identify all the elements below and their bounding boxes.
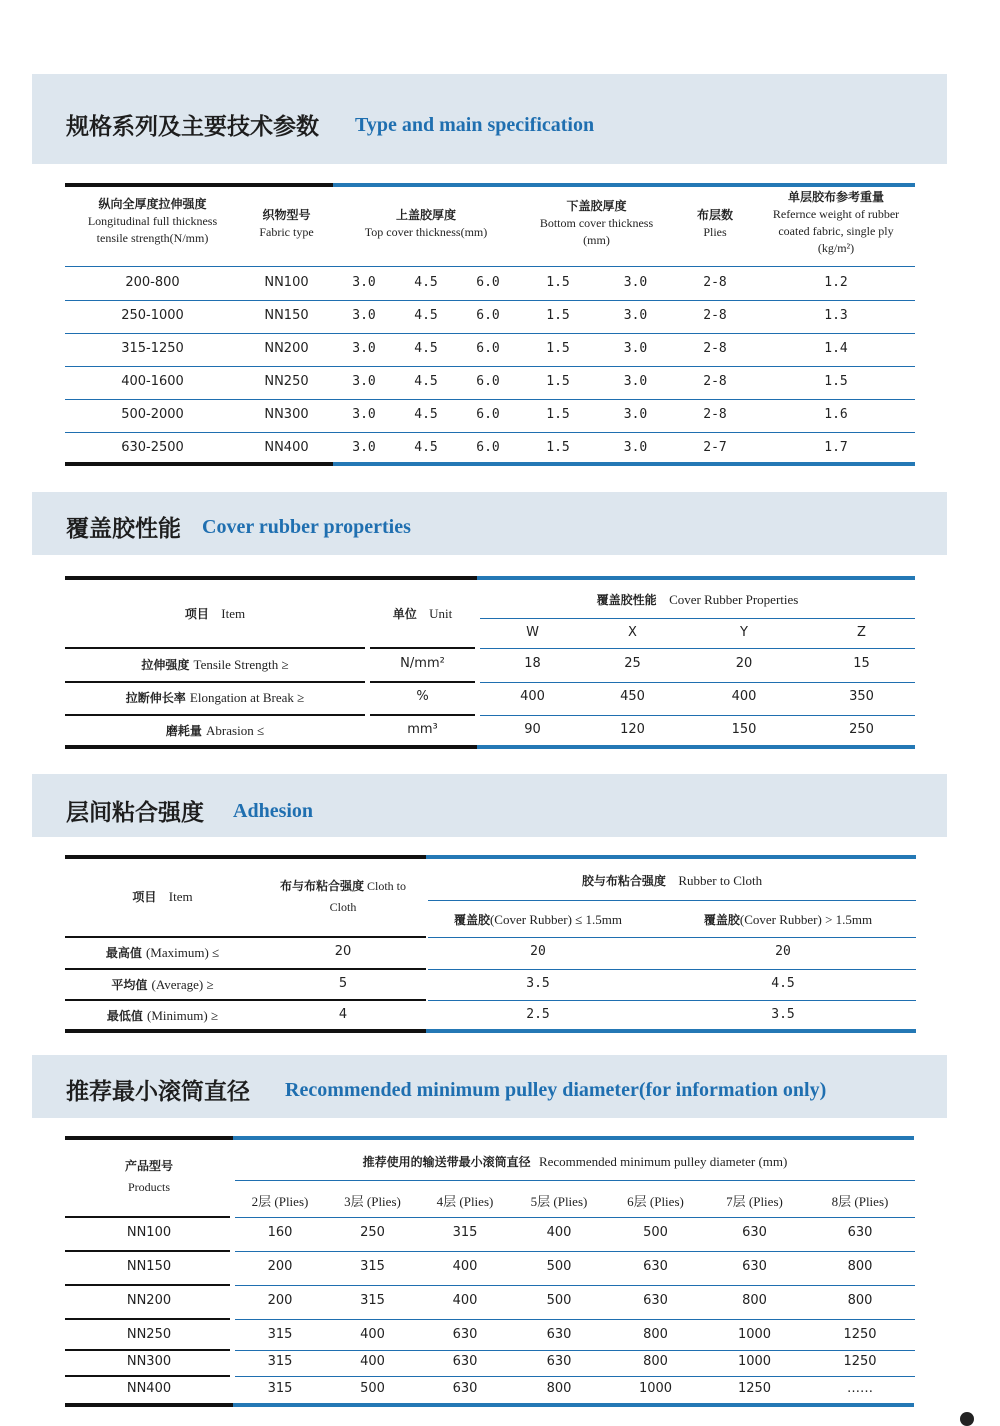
table-cell: 3.5 bbox=[771, 1007, 795, 1022]
table-cell: 1000 bbox=[737, 1354, 772, 1369]
table-cell: NN100 bbox=[126, 1225, 172, 1240]
section-title-zh: 推荐最小滚筒直径 bbox=[66, 1079, 250, 1105]
table-cell: 4.5 bbox=[414, 275, 438, 290]
section-title-en: Adhesion bbox=[233, 800, 314, 822]
table-cell: 800 bbox=[643, 1354, 668, 1369]
row-divider bbox=[65, 300, 915, 301]
table-top-rule bbox=[477, 576, 915, 580]
table-cell: 4.5 bbox=[771, 976, 795, 991]
table-cell: 315-1250 bbox=[121, 341, 184, 356]
table-cell: 400 bbox=[731, 689, 757, 704]
table-cell: 25 bbox=[624, 656, 641, 671]
row-divider bbox=[65, 432, 915, 433]
table-cell: 4 bbox=[338, 1007, 348, 1022]
table-cell: 400 bbox=[360, 1354, 385, 1369]
table-cell: 1.7 bbox=[824, 440, 848, 455]
table-cell: 3.0 bbox=[352, 440, 376, 455]
table-cell: 3.0 bbox=[352, 407, 376, 422]
table-cell: 2-8 bbox=[703, 308, 727, 323]
row-divider bbox=[65, 333, 915, 334]
table-cell: 4.5 bbox=[414, 308, 438, 323]
table-cell: 20 bbox=[530, 944, 546, 959]
header-divider bbox=[480, 618, 915, 619]
row-divider bbox=[235, 1217, 915, 1218]
table-top-rule bbox=[65, 183, 333, 187]
row-divider bbox=[65, 1375, 230, 1377]
table-cell: 3.0 bbox=[623, 275, 648, 290]
table-cell: 3.0 bbox=[623, 374, 648, 389]
table-cell: 400 bbox=[452, 1293, 478, 1308]
row-divider bbox=[480, 648, 915, 649]
row-divider bbox=[65, 681, 365, 683]
table-cell: 500 bbox=[643, 1225, 668, 1240]
section-band-spec bbox=[32, 74, 947, 164]
table-cell: 3.0 bbox=[623, 407, 648, 422]
row-divider bbox=[65, 647, 365, 649]
table-cell: 500 bbox=[360, 1381, 385, 1396]
table-cell: 2-8 bbox=[703, 407, 727, 422]
header-cloth-to-cloth: 布与布粘合强度 Cloth to Cloth bbox=[279, 879, 407, 914]
row-divider bbox=[370, 714, 475, 716]
table-cell: 315 bbox=[267, 1381, 293, 1396]
table-cell: 630 bbox=[643, 1293, 668, 1308]
section-band-adhesion bbox=[32, 774, 947, 837]
table-cell: 500-2000 bbox=[121, 407, 184, 422]
table-cell: 1000 bbox=[638, 1381, 673, 1396]
table-cell: 630 bbox=[847, 1225, 873, 1240]
table-cell: NN150 bbox=[264, 308, 309, 323]
row-divider bbox=[65, 1349, 230, 1351]
table-cell: 3.0 bbox=[352, 341, 376, 356]
table-cell: 160 bbox=[267, 1225, 293, 1240]
row-divider bbox=[370, 647, 475, 649]
table-bottom-rule bbox=[477, 745, 915, 749]
table-cell: 3.0 bbox=[623, 341, 648, 356]
table-cell: 800 bbox=[847, 1293, 873, 1308]
row-divider bbox=[235, 1285, 915, 1286]
table-cell: 200 bbox=[267, 1293, 293, 1308]
header-top-cover: 上盖胶厚度 Top cover thickness(mm) bbox=[364, 208, 488, 239]
row-divider bbox=[65, 1318, 230, 1320]
table-cell: 1250 bbox=[737, 1381, 772, 1396]
table-cell: 90 bbox=[524, 722, 541, 737]
table-cell: 3.0 bbox=[352, 275, 376, 290]
table-cell: NN300 bbox=[264, 407, 309, 422]
property-label: 拉伸强度 Tensile Strength ≥ bbox=[141, 657, 289, 672]
table-bottom-rule bbox=[65, 1403, 233, 1407]
row-divider bbox=[480, 682, 915, 683]
row-divider bbox=[65, 999, 426, 1001]
table-cell: 2-8 bbox=[703, 275, 727, 290]
row-divider bbox=[65, 714, 365, 716]
table-bottom-rule bbox=[65, 745, 477, 749]
table-cell: NN200 bbox=[126, 1293, 172, 1308]
table-cell: 400-1600 bbox=[121, 374, 184, 389]
row-divider bbox=[428, 937, 916, 938]
table-cell: 400 bbox=[520, 689, 545, 704]
plies-header: 7层 (Plies) bbox=[726, 1194, 783, 1209]
plies-header: 4层 (Plies) bbox=[436, 1194, 494, 1209]
table-cell: 630 bbox=[452, 1381, 478, 1396]
table-cell: …… bbox=[847, 1381, 873, 1396]
subheader-thin-cover: 覆盖胶(Cover Rubber) ≤ 1.5mm bbox=[453, 912, 623, 927]
table-cell: 1.4 bbox=[824, 341, 848, 356]
table-top-rule bbox=[333, 183, 915, 187]
row-divider bbox=[65, 366, 915, 367]
table-cell: 400 bbox=[452, 1259, 478, 1274]
table-cell: 400 bbox=[360, 1327, 385, 1342]
table-cell: 250-1000 bbox=[121, 308, 184, 323]
table-bottom-rule bbox=[426, 1029, 916, 1033]
unit-cell: N/mm² bbox=[400, 656, 445, 671]
table-cell: 500 bbox=[546, 1293, 572, 1308]
table-cell: 3.0 bbox=[352, 374, 376, 389]
grade-header: X bbox=[628, 625, 637, 640]
unit-cell: mm³ bbox=[407, 722, 438, 737]
table-cell: 20 bbox=[775, 944, 791, 959]
section-title-en: Type and main specification bbox=[355, 114, 595, 136]
row-divider bbox=[235, 1319, 915, 1320]
table-cell: 6.0 bbox=[476, 308, 500, 323]
table-cell: 350 bbox=[849, 689, 874, 704]
table-cell: NN100 bbox=[264, 275, 309, 290]
table-cell: 800 bbox=[643, 1327, 668, 1342]
grade-header: Y bbox=[740, 625, 748, 640]
table-cell: 2-8 bbox=[703, 341, 727, 356]
page-corner-dot bbox=[960, 1412, 974, 1426]
section-title-zh: 层间粘合强度 bbox=[66, 800, 204, 826]
table-cell: NN250 bbox=[126, 1327, 172, 1342]
table-cell: 4.5 bbox=[414, 440, 438, 455]
table-cell: 630 bbox=[742, 1259, 767, 1274]
header-divider bbox=[428, 900, 916, 901]
table-cell: 3.0 bbox=[352, 308, 376, 323]
header-cover-properties: 覆盖胶性能 Cover Rubber Properties bbox=[596, 592, 799, 607]
row-divider bbox=[235, 1350, 915, 1351]
header-unit: 单位 Unit bbox=[392, 606, 453, 621]
table-cell: 2-7 bbox=[703, 440, 727, 455]
table-cell: 1250 bbox=[843, 1354, 877, 1369]
plies-header: 5层 (Plies) bbox=[530, 1194, 588, 1209]
row-divider bbox=[428, 969, 916, 970]
plies-header: 3层 (Plies) bbox=[344, 1194, 401, 1209]
table-cell: 200-800 bbox=[125, 275, 180, 290]
property-label: 磨耗量 Abrasion ≤ bbox=[165, 723, 265, 738]
table-cell: 1.2 bbox=[824, 275, 848, 290]
row-divider bbox=[65, 399, 915, 400]
header-item: 项目 Item bbox=[184, 606, 246, 621]
header-divider bbox=[65, 266, 915, 267]
row-divider bbox=[65, 936, 426, 938]
table-top-rule bbox=[426, 855, 916, 859]
table-cell: 1.5 bbox=[824, 374, 848, 389]
table-cell: 120 bbox=[620, 722, 645, 737]
section-title-en: Recommended minimum pulley diameter(for information only) bbox=[285, 1079, 827, 1101]
table-cell: 2-8 bbox=[703, 374, 727, 389]
table-cell: 6.0 bbox=[476, 341, 500, 356]
table-top-rule bbox=[233, 1136, 914, 1140]
header-weight: 单层胶布参考重量 Refernce weight of rubber coated fabric, single ply (kg/m²) bbox=[772, 190, 900, 255]
table-cell: 630 bbox=[643, 1259, 668, 1274]
table-cell: NN250 bbox=[264, 374, 309, 389]
section-title-zh: 覆盖胶性能 bbox=[66, 516, 181, 542]
table-cell: 15 bbox=[853, 656, 870, 671]
table-cell: NN400 bbox=[264, 440, 309, 455]
table-cell: 630 bbox=[742, 1225, 767, 1240]
table-cell: 4.5 bbox=[414, 407, 438, 422]
table-cell: 500 bbox=[546, 1259, 572, 1274]
header-products: 产品型号 Products bbox=[124, 1159, 173, 1194]
table-cell: 2.5 bbox=[526, 1007, 550, 1022]
table-cell: 315 bbox=[267, 1327, 293, 1342]
table-cell: 6.0 bbox=[476, 374, 500, 389]
plies-header: 2层 (Plies) bbox=[251, 1194, 309, 1209]
plies-header: 6层 (Plies) bbox=[627, 1194, 684, 1209]
row-divider bbox=[480, 715, 915, 716]
table-cell: 6.0 bbox=[476, 275, 500, 290]
table-cell: 4.5 bbox=[414, 374, 438, 389]
row-divider bbox=[65, 968, 426, 970]
table-cell: 1250 bbox=[843, 1327, 877, 1342]
table-cell: 800 bbox=[742, 1293, 767, 1308]
table-cell: NN300 bbox=[126, 1354, 172, 1369]
table-cell: 18 bbox=[524, 656, 541, 671]
subheader-thick-cover: 覆盖胶(Cover Rubber) > 1.5mm bbox=[703, 912, 873, 927]
table-cell: 3.0 bbox=[623, 440, 648, 455]
row-divider bbox=[370, 681, 475, 683]
header-strength: 纵向全厚度拉伸强度 Longitudinal full thickness tensile strength(N/mm) bbox=[87, 197, 218, 245]
table-cell: 6.0 bbox=[476, 440, 500, 455]
table-cell: 800 bbox=[847, 1259, 873, 1274]
table-cell: 1.3 bbox=[824, 308, 848, 323]
table-bottom-rule bbox=[65, 462, 333, 466]
header-divider bbox=[235, 1180, 915, 1181]
table-cell: 800 bbox=[546, 1381, 572, 1396]
table-cell: 630 bbox=[452, 1354, 478, 1369]
table-cell: 250 bbox=[360, 1225, 385, 1240]
table-cell: NN150 bbox=[126, 1259, 172, 1274]
adhesion-label: 最低值 (Minimum) ≥ bbox=[106, 1008, 219, 1023]
table-cell: 1.5 bbox=[546, 341, 570, 356]
table-cell: 1000 bbox=[737, 1327, 772, 1342]
table-cell: 5 bbox=[338, 976, 348, 991]
table-cell: 20 bbox=[334, 944, 352, 959]
table-cell: 315 bbox=[360, 1293, 385, 1308]
table-cell: 630 bbox=[452, 1327, 478, 1342]
row-divider bbox=[235, 1251, 915, 1252]
header-item: 项目 Item bbox=[132, 889, 193, 904]
section-title-en: Cover rubber properties bbox=[202, 516, 411, 538]
table-bottom-rule bbox=[65, 1029, 426, 1033]
header-plies: 布层数 Plies bbox=[696, 208, 733, 239]
row-divider bbox=[65, 1284, 230, 1286]
row-divider bbox=[428, 1000, 916, 1001]
table-cell: 315 bbox=[267, 1354, 293, 1369]
header-bottom-cover: 下盖胶厚度 Bottom cover thickness (mm) bbox=[539, 199, 654, 247]
table-cell: 315 bbox=[452, 1225, 478, 1240]
table-cell: 400 bbox=[546, 1225, 572, 1240]
grade-header: Z bbox=[857, 625, 866, 640]
table-cell: 3.5 bbox=[526, 976, 550, 991]
header-rubber-to-cloth: 胶与布粘合强度 Rubber to Cloth bbox=[581, 873, 763, 888]
table-cell: 20 bbox=[735, 656, 753, 671]
table-cell: 6.0 bbox=[476, 407, 500, 422]
property-label: 拉断伸长率 Elongation at Break ≥ bbox=[125, 690, 305, 705]
table-top-rule bbox=[65, 855, 426, 859]
table-bottom-rule bbox=[333, 462, 915, 466]
section-title-zh: 规格系列及主要技术参数 bbox=[66, 114, 319, 140]
unit-cell: % bbox=[416, 689, 429, 704]
table-cell: 450 bbox=[620, 689, 645, 704]
table-cell: 630-2500 bbox=[121, 440, 184, 455]
row-divider bbox=[235, 1376, 915, 1377]
table-top-rule bbox=[65, 1136, 233, 1140]
table-cell: NN200 bbox=[264, 341, 309, 356]
table-cell: 1.5 bbox=[546, 407, 570, 422]
table-cell: 1.5 bbox=[546, 374, 570, 389]
table-cell: 4.5 bbox=[414, 341, 438, 356]
table-cell: 1.5 bbox=[546, 275, 570, 290]
row-divider bbox=[65, 1250, 230, 1252]
section-band-pulley bbox=[32, 1055, 947, 1118]
table-cell: 150 bbox=[731, 722, 757, 737]
adhesion-label: 最高值 (Maximum) ≤ bbox=[105, 945, 220, 960]
table-cell: 1.5 bbox=[546, 308, 570, 323]
table-cell: 200 bbox=[267, 1259, 293, 1274]
row-divider bbox=[65, 1216, 230, 1218]
header-fabric: 织物型号 Fabric type bbox=[259, 208, 314, 239]
grade-header: W bbox=[526, 625, 539, 640]
section-band-cover bbox=[32, 492, 947, 555]
table-cell: 630 bbox=[546, 1327, 572, 1342]
adhesion-label: 平均值 (Average) ≥ bbox=[111, 977, 214, 992]
table-cell: 250 bbox=[849, 722, 874, 737]
table-cell: NN400 bbox=[126, 1381, 172, 1396]
table-cell: 315 bbox=[360, 1259, 385, 1274]
table-cell: 630 bbox=[546, 1354, 572, 1369]
table-top-rule bbox=[65, 576, 477, 580]
table-bottom-rule bbox=[233, 1403, 914, 1407]
plies-header: 8层 (Plies) bbox=[831, 1194, 889, 1209]
table-cell: 3.0 bbox=[623, 308, 648, 323]
header-pulley-title: 推荐使用的输送带最小滚筒直径 Recommended minimum pulley diameter (mm) bbox=[362, 1154, 788, 1169]
table-cell: 1.5 bbox=[546, 440, 570, 455]
table-cell: 1.6 bbox=[824, 407, 848, 422]
